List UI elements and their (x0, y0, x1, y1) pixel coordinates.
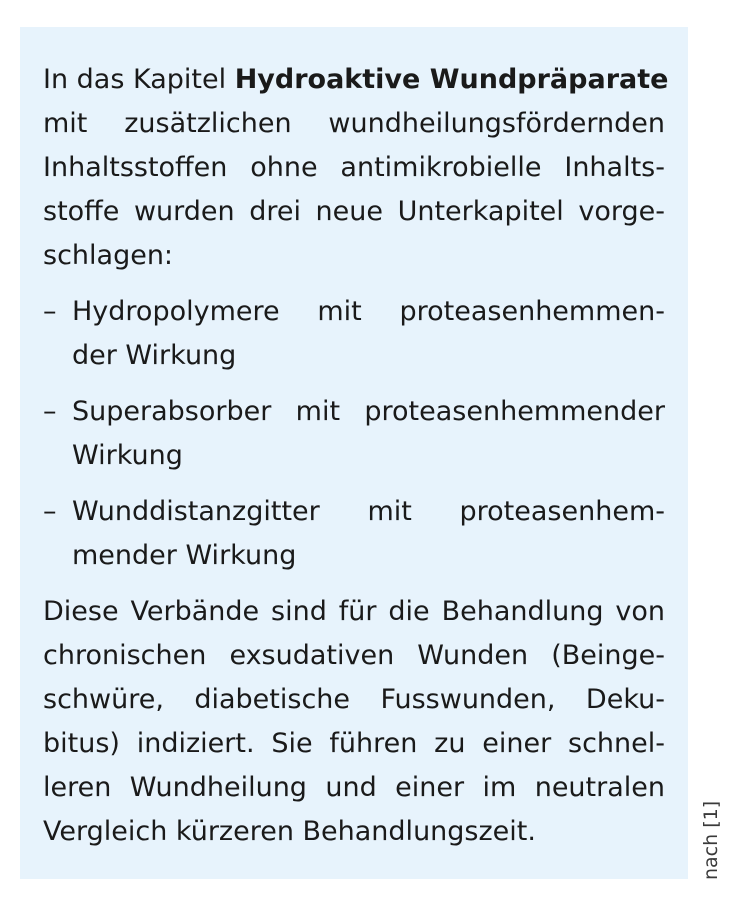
list-dash: – (43, 396, 57, 427)
intro-line-2: mit zusätzlichen wundheilungsfördernden (43, 108, 665, 139)
outro-line-3: schwüre, diabetische Fusswunden, Deku- (43, 684, 665, 715)
intro-line-3: Inhaltsstoffen ohne antimikrobielle Inhalts- (43, 152, 665, 183)
outro-line-5: leren Wundheilung und einer im neutralen (43, 772, 665, 803)
list-item-1-line-1: Hydropolymere mit proteasenhemmen- (72, 296, 665, 327)
source-note: nach [1] (700, 800, 722, 880)
intro-text: In das Kapitel (43, 64, 235, 95)
intro-bold-term: Hydroaktive Wundpräparate (234, 64, 669, 95)
list-item-3-line-1: Wunddistanzgitter mit proteasenhem- (72, 496, 665, 527)
list-item-1-line-2: der Wirkung (72, 340, 237, 371)
outro-line-4: bitus) indiziert. Sie führen zu einer schnel- (43, 728, 665, 759)
list-dash: – (43, 296, 57, 327)
intro-line-4: stoffe wurden drei neue Unterkapitel vorge- (43, 196, 665, 227)
list-item-3-line-2: mender Wirkung (72, 540, 297, 571)
intro-line-1 (43, 58, 669, 102)
intro-line-5: schlagen: (43, 240, 174, 271)
outro-line-2: chronischen exsudativen Wunden (Beinge- (43, 640, 665, 671)
outro-line-6: Vergleich kürzeren Behandlungszeit. (43, 816, 536, 847)
outro-line-1: Diese Verbände sind für die Behandlung von (43, 596, 665, 627)
list-dash: – (43, 496, 57, 527)
list-item-2-line-2: Wirkung (72, 440, 183, 471)
list-item-2-line-1: Superabsorber mit proteasenhemmender (72, 396, 665, 427)
